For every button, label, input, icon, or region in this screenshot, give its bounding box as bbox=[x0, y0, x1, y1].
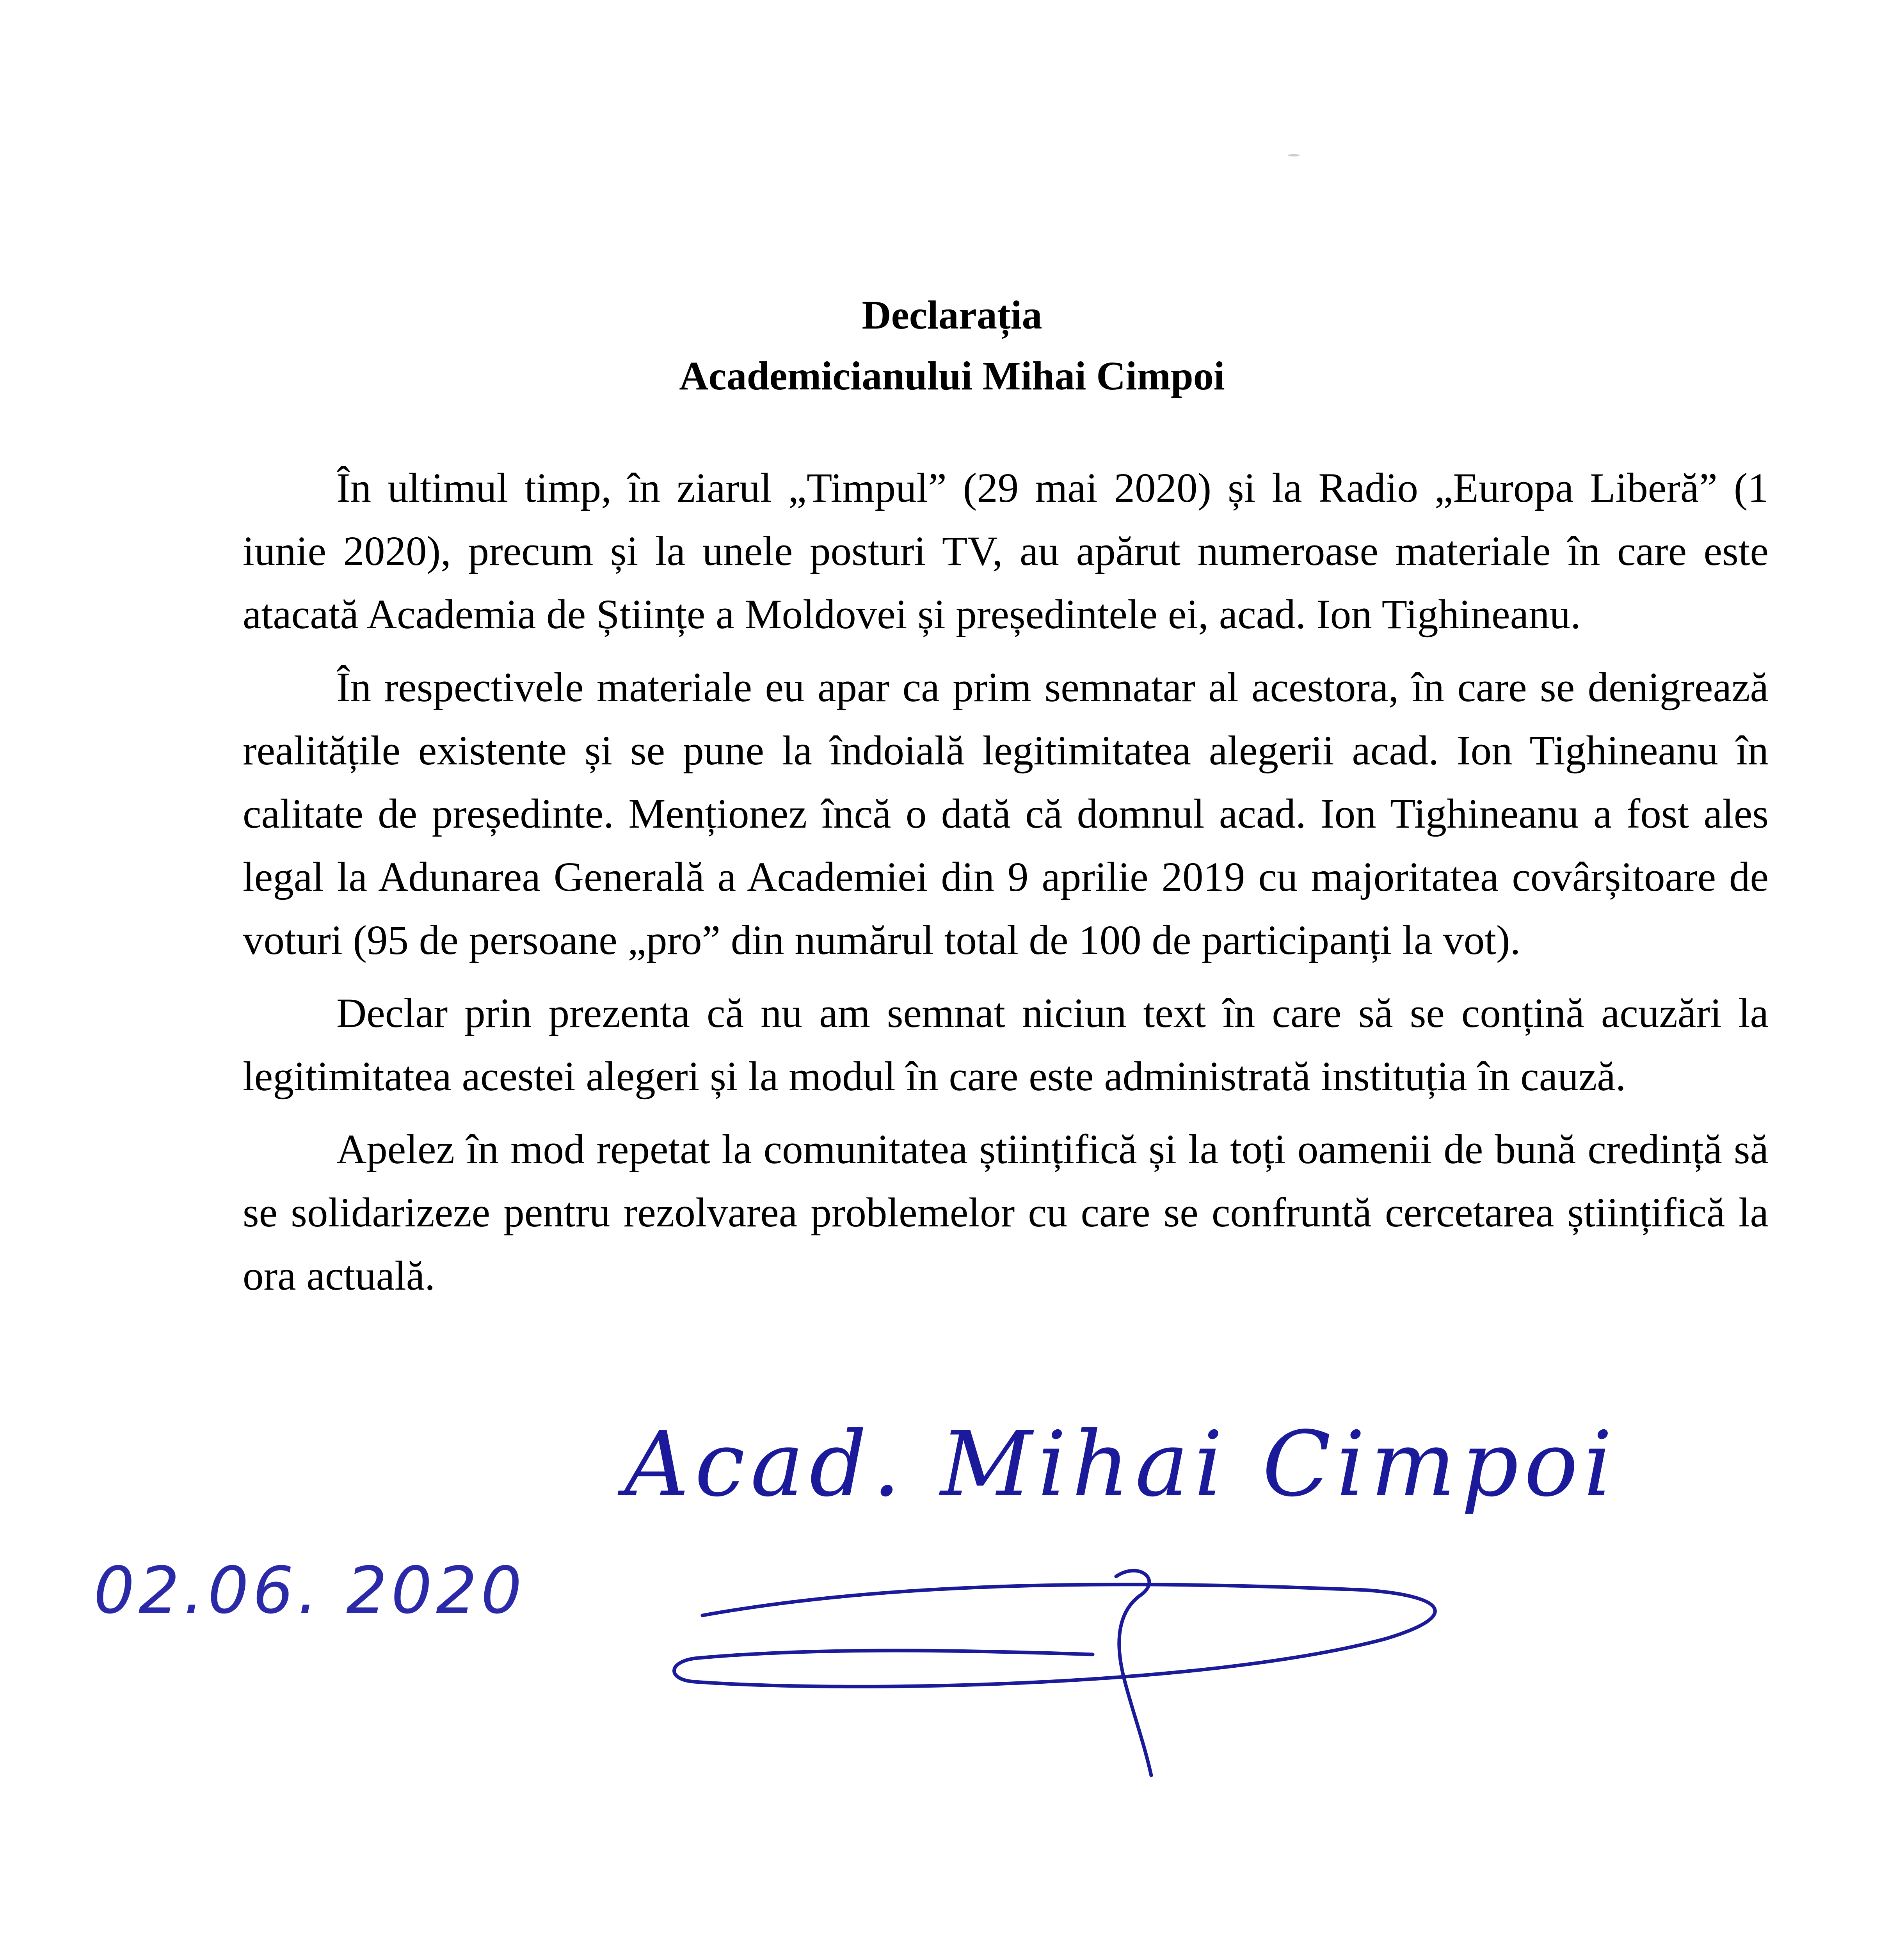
document-title: Declarația bbox=[862, 293, 1042, 338]
signature-text: Acad. Mihai Cimpoi bbox=[624, 1413, 1618, 1517]
handwritten-signature bbox=[624, 1413, 1618, 1783]
handwritten-date: 02.06. 2020 bbox=[94, 1553, 526, 1628]
paragraph-1: În ultimul timp, în ziarul „Timpul” (29 mai 2020) și la Radio „Europa Liberă” (1 iunie 2020), precum și la unele posturi TV, au apărut numeroase materiale în care este atacată Academia de Științe a Moldovei și președintele ei, acad. Ion Tighineanu. bbox=[243, 465, 1769, 638]
document-subtitle: Academicianului Mihai Cimpoi bbox=[679, 354, 1225, 398]
paragraph-4: Apelez în mod repetat la comunitatea științifică și la toți oamenii de bună credință să se solidarizeze pentru rezolvarea problemelor cu care se confruntă cercetarea științifică la ora actuală. bbox=[243, 1127, 1769, 1299]
paragraph-3: Declar prin prezenta că nu am semnat niciun text în care să se conțină acuzări la legitimitatea acestei alegeri și la modul în care este administrată instituția în cauză. bbox=[243, 990, 1769, 1100]
document-body bbox=[243, 457, 1769, 1317]
document-title-block bbox=[0, 285, 1904, 407]
scan-speck bbox=[1288, 154, 1300, 156]
paragraph-2: În respectivele materiale eu apar ca prim semnatar al acestora, în care se denigrează realitățile existente și se pune la îndoială legitimitatea alegerii acad. Ion Tighineanu în calitate de președinte. Menționez încă o dată că domnul acad. Ion Tighineanu a fost ales legal la Adunarea Generală a Academiei din 9 aprilie 2019 cu majoritatea covârșitoare de voturi (95 de persoane „pro” din numărul total de 100 de participanți la vot). bbox=[243, 665, 1769, 963]
signature-flourish bbox=[624, 1413, 1580, 1783]
